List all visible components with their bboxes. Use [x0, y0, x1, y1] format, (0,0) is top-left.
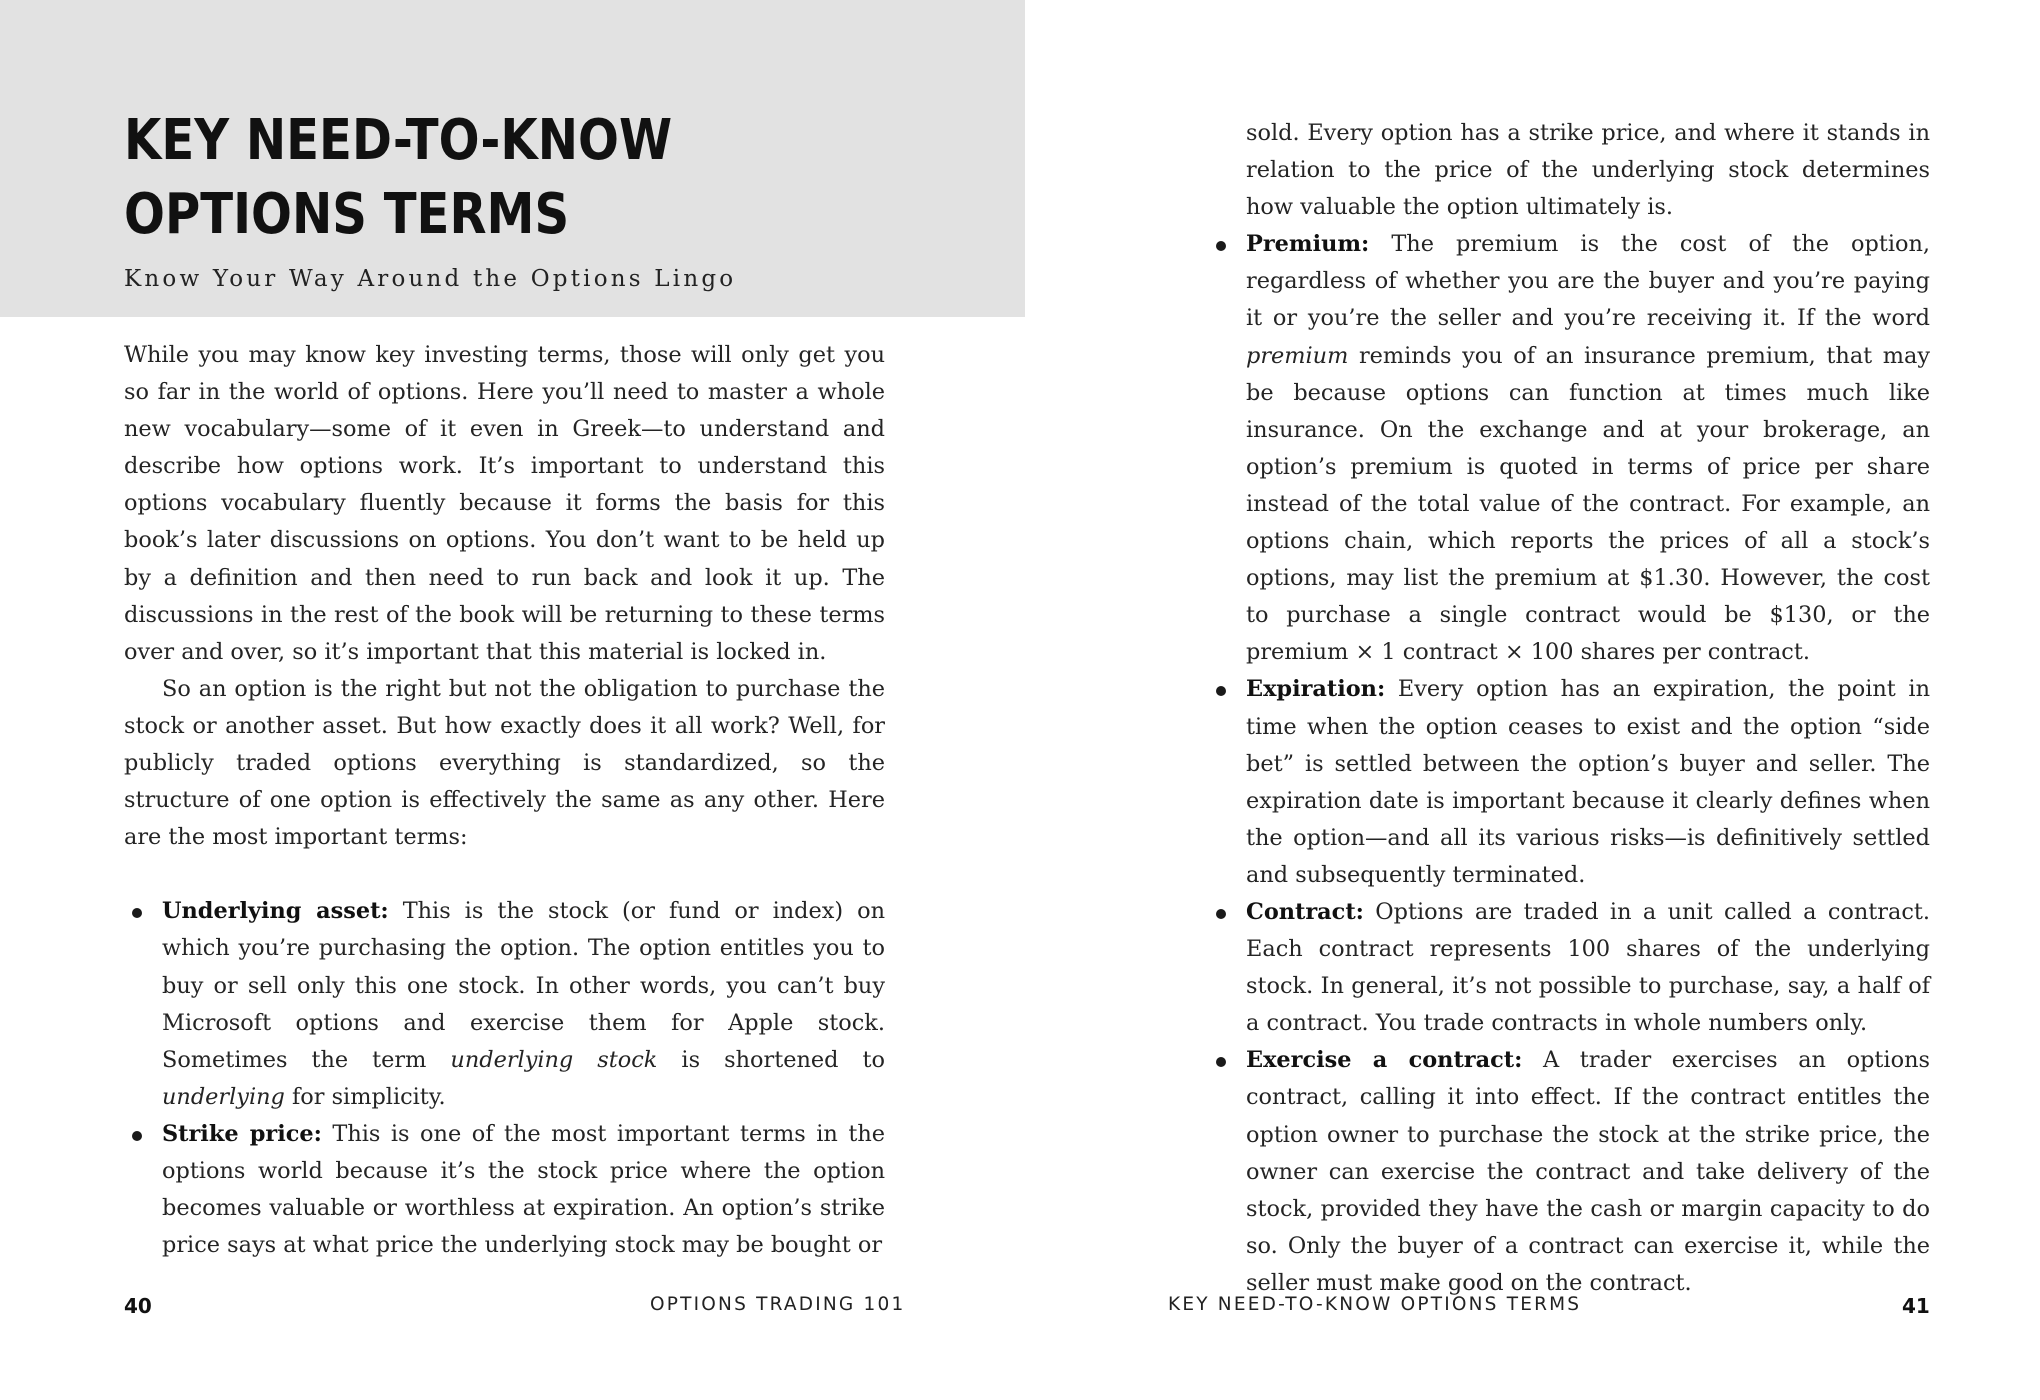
italic-term: underlying [162, 1083, 285, 1110]
bullet-icon [1216, 686, 1226, 696]
terms-list-left [124, 893, 885, 1264]
term-contract: Contract: [1246, 898, 1364, 925]
bullet-icon [132, 908, 142, 918]
term-expiration: Expiration: [1246, 676, 1386, 703]
definition-text: sold. Every option has a strike price, and where it stands in relation to the price of the underlying stock determines how valuable the option ultimately is. [1246, 120, 1930, 221]
definition-text: This is one of the most important terms in the options world because it’s the stock price where the option becomes valuable or worthless at expiration. An option’s strike price says at what price the underlying stock may be bought or [162, 1120, 885, 1259]
page-number-left: 40 [124, 1294, 152, 1318]
chapter-title-line-2: OPTIONS TERMS [124, 182, 570, 247]
body-paragraph-1: While you may know key investing terms, those will only get you so far in the world of options. Here you’ll need to master a whole new vocabulary—some of it even in Greek—to understand and describe how options work. It’s important to understand this options vocabulary fluently because it forms the basis for this book’s later discussions on options. You don’t want to be held up by a definition and then need to run back and look it up. The discussions in the rest of the book will be returning to these terms over and over, so it’s important that this material is locked in. [124, 342, 885, 665]
definition-text: is shortened to [657, 1046, 885, 1073]
list-item-strike-price [124, 1116, 885, 1264]
running-head-left: OPTIONS TRADING 101 [650, 1294, 906, 1315]
chapter-title-line-1: KEY NEED-TO-KNOW [124, 108, 673, 173]
right-text-column [1208, 115, 1930, 1302]
definition-text: The premium is the cost of the option, regardless of whether you are the buyer and you’re paying it or you’re the seller and you’re receiving it. If the word [1246, 231, 1930, 332]
list-item-exercise-contract [1208, 1042, 1930, 1302]
definition-text: Options are traded in a unit called a contract. Each contract represents 100 shares of the underlying stock. In general, it’s not possible to purchase, say, a half of a contract. You trade contracts in whole numbers only. [1246, 898, 1930, 1037]
list-item-premium [1208, 226, 1930, 671]
body-paragraph-2: So an option is the right but not the obligation to purchase the stock or another asset. But how exactly does it all work? Well, for publicly traded options everything is standardized, so the structure of one option is effectively the same as any other. Here are the most important terms: [124, 675, 885, 851]
list-item-strike-price-continued [1208, 115, 1930, 226]
term-premium: Premium: [1246, 231, 1370, 258]
term-strike-price: Strike price: [162, 1120, 322, 1147]
term-exercise-contract: Exercise a contract: [1246, 1047, 1523, 1074]
definition-text: for simplicity. [284, 1083, 446, 1110]
bullet-icon [1216, 241, 1226, 251]
definition-text: Every option has an expiration, the point in time when the option ceases to exist and the option “side bet” is settled between the option’s buyer and seller. The expiration date is important because it clearly defines when the option—and all its various risks—is definitively settled and subsequently terminated. [1246, 676, 1930, 888]
running-head-right: KEY NEED-TO-KNOW OPTIONS TERMS [1168, 1294, 1582, 1315]
bullet-icon [132, 1131, 142, 1141]
term-underlying-asset: Underlying asset: [162, 898, 389, 925]
definition-text: A trader exercises an options contract, calling it into effect. If the contract entitles the option owner to purchase the stock at the strike price, the owner can exercise the contract and take delivery of the stock, provided they have the cash or margin capacity to do so. Only the buyer of a contract can exercise it, while the seller must make good on the contract. [1246, 1047, 1930, 1296]
bullet-icon [1216, 909, 1226, 919]
list-item-contract [1208, 894, 1930, 1042]
paragraph-gap [124, 856, 885, 893]
italic-term: premium [1246, 342, 1349, 369]
definition-text: reminds you of an insurance premium, that may be because options can function at times much like insurance. On the exchange and at your brokerage, an option’s premium is quoted in terms of price per share instead of the total value of the contract. For example, an options chain, which reports the prices of all a stock’s options, may list the premium at $1.30. However, the cost to purchase a single contract would be $130, or the premium × 1 contract × 100 shares per contract. [1246, 342, 1930, 666]
page-number-right: 41 [1902, 1294, 1930, 1318]
chapter-subtitle: Know Your Way Around the Options Lingo [124, 266, 737, 292]
italic-term: underlying stock [450, 1046, 658, 1073]
terms-list-right [1208, 115, 1930, 1302]
definition-text: This is the stock (or fund or index) on which you’re purchasing the option. The option entitles you to buy or sell only this one stock. In other words, you can’t buy Microsoft options and exercise them for Apple stock. Sometimes the term [162, 898, 885, 1073]
list-item-underlying-asset [124, 893, 885, 1116]
bullet-icon [1216, 1057, 1226, 1067]
left-text-column [124, 337, 885, 1264]
list-item-expiration [1208, 671, 1930, 894]
chapter-title [124, 104, 812, 252]
